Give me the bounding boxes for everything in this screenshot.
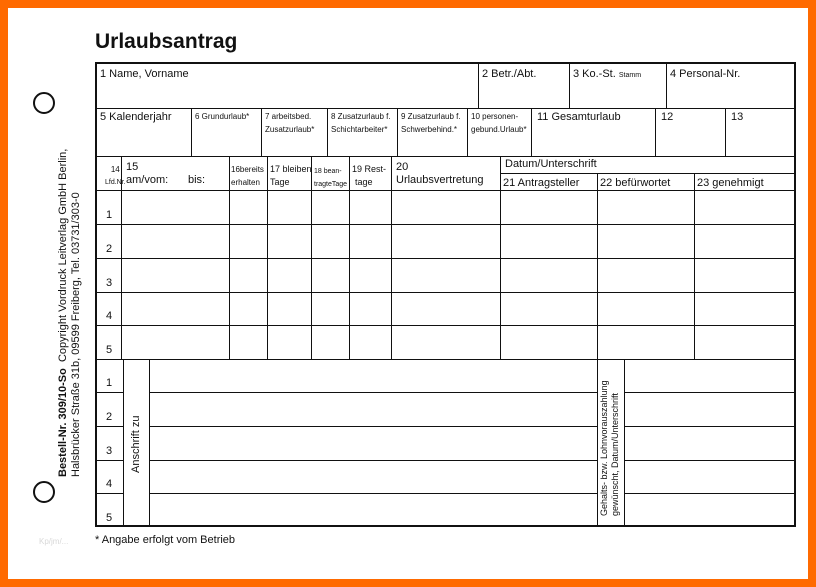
person-line2: gebund.Urlaub* <box>471 125 527 134</box>
bleiben-tage-header <box>270 163 312 189</box>
lfd-nr-header <box>105 165 126 188</box>
publisher-address: Halsbrücker Straße 31b, 09599 Freiberg, Tel. 03731/303-0 <box>70 192 82 477</box>
row-number: 5 <box>106 344 113 356</box>
footnote: * Angabe erfolgt vom Betrieb <box>95 534 236 546</box>
field-kalenderjahr-label: 5 Kalenderjahr <box>100 111 172 123</box>
faint-mark: Kp/jm/... <box>39 537 69 546</box>
resttage-header <box>352 163 386 189</box>
befuerwortet-header: 22 befürwortet <box>600 177 671 189</box>
lower-row-number: 3 <box>106 445 113 457</box>
gehalt-label <box>599 380 621 516</box>
field-grundurlaub-label: 6 Grundurlaub* <box>195 112 250 121</box>
schwer-line2: Schwerbehind.* <box>401 125 458 134</box>
genehmigt-header: 23 genehmigt <box>697 177 764 189</box>
bleiben-line1: 17 bleiben <box>270 164 312 174</box>
field-schwer-label <box>401 112 461 135</box>
amvom-line2: am/vom: <box>126 174 169 186</box>
row-number: 1 <box>106 209 113 221</box>
beantragt-line2: tragteTage <box>314 181 348 188</box>
bis-header: bis: <box>188 174 206 186</box>
vertretung-line1: 20 <box>396 161 409 173</box>
anschrift-label: Anschrift zu <box>130 415 142 473</box>
bereits-line1: 16bereits <box>231 165 264 174</box>
schicht-line2: Schichtarbeiter* <box>331 125 388 134</box>
form-title: Urlaubsantrag <box>95 30 238 53</box>
arbeitsbed-line1: 7 arbeitsbed. <box>265 112 312 121</box>
am-vom-header <box>126 161 168 187</box>
row-number: 3 <box>106 277 113 289</box>
person-line1: 10 personen- <box>471 112 519 121</box>
order-number: Bestell-Nr. 309/10-So <box>57 368 69 477</box>
lower-row-number: 4 <box>106 478 113 490</box>
datum-unterschrift-header: Datum/Unterschrift <box>505 158 597 170</box>
punch-hole-top <box>33 92 55 114</box>
gehalt-line2: gewünscht, Datum/Unterschrift <box>610 392 620 516</box>
field-kost-label <box>573 68 641 80</box>
row-number: 2 <box>106 243 113 255</box>
urlaubsvertretung-header <box>396 161 483 187</box>
field-personal-label: 4 Personal-Nr. <box>670 68 741 80</box>
lfd-line2: Lfd.Nr. <box>105 179 126 186</box>
beantragt-line1: 18 bean- <box>314 168 342 175</box>
lower-row-number: 1 <box>106 377 113 389</box>
bereits-erhalten-header <box>231 163 264 189</box>
bleiben-line2: Tage <box>270 177 290 187</box>
rest-line1: 19 Rest- <box>352 164 387 174</box>
vertretung-line2: Urlaubsvertretung <box>396 174 484 186</box>
row-number: 4 <box>106 310 113 322</box>
publisher-info <box>57 149 83 477</box>
schicht-line1: 8 Zusatzurlaub f. <box>331 112 391 121</box>
field-12-label: 12 <box>661 111 674 123</box>
field-kost-small: Stamm <box>618 72 642 79</box>
field-name-label: 1 Name, Vorname <box>100 68 189 80</box>
form-table <box>95 62 796 527</box>
field-personengebund-label <box>471 112 527 135</box>
lower-row-number: 2 <box>106 411 113 423</box>
amvom-line1: 15 <box>126 161 139 173</box>
bereits-line2: erhalten <box>231 178 260 187</box>
gehalt-line1: Gehalts- bzw. Lohnvorauszahlung <box>599 380 609 516</box>
field-gesamturlaub-label: 11 Gesamturlaub <box>537 111 621 123</box>
lfd-line1: 14 <box>110 165 120 174</box>
antragsteller-header: 21 Antragsteller <box>503 177 580 189</box>
field-arbeitsbed-label <box>265 112 314 135</box>
field-kost-text: 3 Ko.-St. <box>573 68 616 80</box>
field-13-label: 13 <box>731 111 744 123</box>
arbeitsbed-line2: Zusatzurlaub* <box>265 125 315 134</box>
schwer-line1: 9 Zusatzurlaub f. <box>401 112 461 121</box>
rest-line2: tage <box>355 177 373 187</box>
field-schicht-label <box>331 112 391 135</box>
field-betr-label: 2 Betr./Abt. <box>482 68 537 80</box>
beantragte-tage-header <box>314 165 347 191</box>
punch-hole-bottom <box>33 481 55 503</box>
lower-row-number: 5 <box>106 512 113 524</box>
copyright-line: Copyright Vordruck Leitverlag GmbH Berlin, <box>57 148 69 363</box>
